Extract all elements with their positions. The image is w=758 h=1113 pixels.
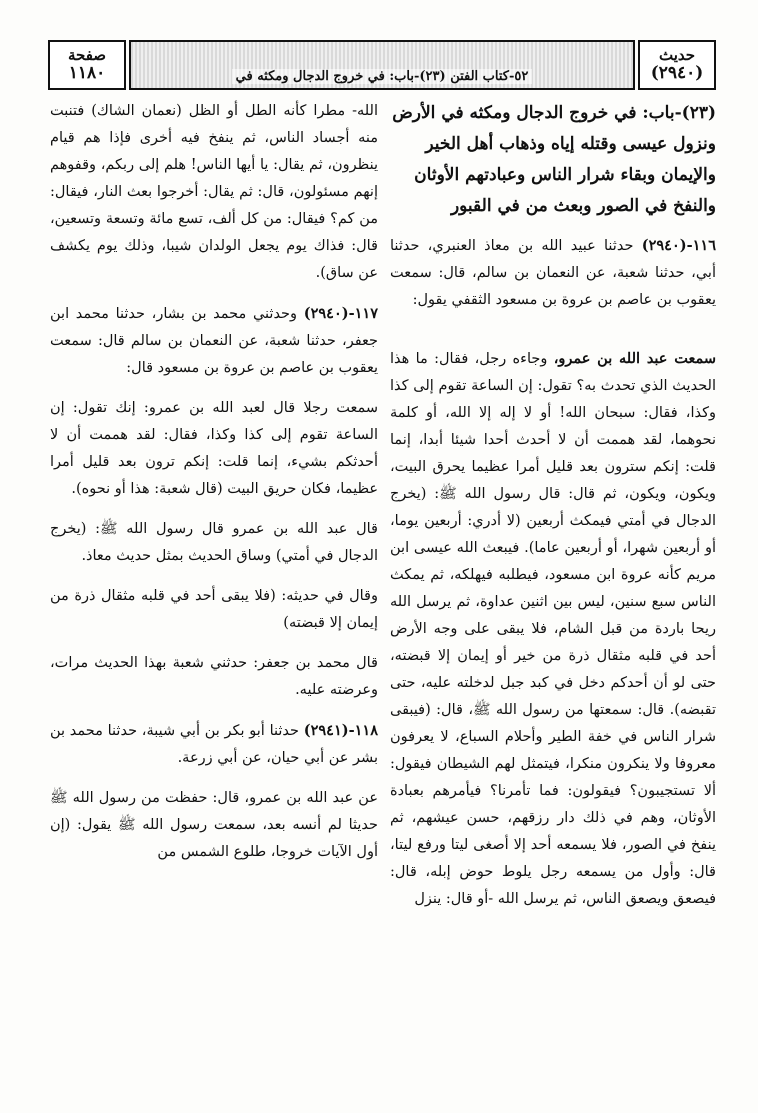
hadith-117-text: سمعت رجلا قال لعبد الله بن عمرو: إنك تقول: إن الساعة تقوم إلى كذا وكذا، فقال: لقد هممت أن لا أحدثكم بشيء، إنما قلت: إنكم ترون بعد قليل أمرا عظيما، فكان حريق البيت (قال شعبة: هذا أو نحوه). — [50, 400, 378, 497]
page-header — [48, 40, 716, 90]
hadith-117-isnad-paragraph — [50, 300, 378, 382]
hadith-118-isnad: حدثنا أبو بكر بن أبي شيبة، حدثنا محمد بن بشر عن أبي حيان، عن أبي زرعة. — [50, 723, 378, 766]
right-column — [390, 98, 716, 926]
hadith-117-text-3: وقال في حديثه: (فلا يبقى أحد في قلبه مثقال ذرة من إيمان إلا قبضته) — [50, 588, 378, 631]
hadith-116-lead: سمعت عبد الله بن عمرو، — [553, 350, 716, 367]
hadith-116-quote-2: (فيبقى شرار الناس في خفة الطير وأحلام السباع، لا يعرفون معروفا ولا ينكرون منكرا، فيتمثل لهم الشيطان فيقول: ألا تستجيبون؟ فيقولون: فما تأمرنا؟ فيأمرهم بعبادة الأوثان، وهم في ذلك دار رزقهم، حسن عيشهم، ثم ينفخ في الصور، فلا يسمعه أحد إلا أصغى ليتا ورفع ليتا، قال: وأول من يسمعه رجل يلوط حوض إبله، قال: فيصعق ويصعق الناس، ثم يرسل الله -أو قال: ينزل — [390, 702, 716, 907]
hadith-117-text-4: قال محمد بن جعفر: حدثني شعبة بهذا الحديث مرات، وعرضته عليه. — [50, 655, 378, 698]
hadith-number-box — [638, 40, 716, 90]
hadith-118-number: ١١٨-(٢٩٤١) — [303, 722, 378, 739]
hadith-117-isnad: وحدثني محمد بن بشار، حدثنا محمد ابن جعفر، حدثنا شعبة، عن النعمان بن سالم قال: سمعت يعقوب بن عاصم بن عروة بن مسعود قال: — [50, 306, 378, 376]
hadith-number: (٢٩٤٠) — [650, 62, 704, 83]
hadith-116-isnad-paragraph — [390, 232, 716, 314]
hadith-116-matn-paragraph — [390, 345, 716, 913]
spacer — [390, 327, 716, 345]
hadith-117-number: ١١٧-(٢٩٤٠) — [303, 305, 379, 322]
hadith-116-isnad: حدثنا عبيد الله بن معاذ العنبري، حدثنا أبي، حدثنا شعبة، عن النعمان بن سالم، قال: سمعت يعقوب بن عاصم بن عروة بن مسعود الثقفي يقول: — [390, 238, 716, 308]
chapter-heading: (٢٣)-باب: في خروج الدجال ومكثه في الأرض ونزول عيسى وقتله إياه وذهاب أهل الخير والإيمان وبقاء شرار الناس وعبادتهم الأوثان والنفخ في الصور وبعث من في القبور — [392, 103, 716, 216]
hadith-116-text-1: وجاءه رجل، فقال: ما هذا الحديث الذي تحدث به؟ تقول: إن الساعة تقوم إلى كذا وكذا، فقال: سبحان الله! أو لا إله إلا الله، أو كلمة نحوهما، لقد هممت أن لا أحدث أحدا شيئا أبدا، إنما قلت: إنكم سترون بعد قليل أمرا عظيما يحرق البيت، ويكون، ويكون، ثم قال: قال رسول الله ﷺ: — [390, 351, 717, 502]
hadith-116-quote-1: (يخرج الدجال في أمتي فيمكث أربعين (لا أدري: أربعين يوما، أو أربعين شهرا، أو أربعين عاما). فيبعث الله عيسى ابن مريم كأنه عروة ابن مسعود، فيطلبه فيهلكه، ثم يمكث الناس سبع سنين، ليس بين اثنين عداوة، ثم يرسل الله ريحا باردة من قبل الشام، فلا يبقى على وجه الأرض أحد في قلبه مثقال ذرة من خير أو إيمان إلا قبضته، حتى لو أن أحدكم دخل في كبد جبل لدخلته عليه، حتى تقبضه). — [390, 486, 716, 718]
left-column — [50, 98, 378, 879]
hadith-label: حديث — [658, 45, 696, 64]
running-title: ٥٢-كتاب الفتن (٢٣)-باب: في خروج الدجال ومكثه في — [232, 69, 533, 84]
hadith-117-text-2: قال عبد الله بن عمرو قال رسول الله ﷺ: (يخرج الدجال في أمتي) وساق الحديث بمثل حديث معاذ. — [50, 521, 378, 564]
hadith-118-isnad-paragraph — [50, 717, 378, 772]
hadith-116-number: ١١٦-(٢٩٤٠) — [641, 237, 716, 254]
page-number: ١١٨٠ — [68, 62, 106, 83]
continuation-text: الله- مطرا كأنه الطل أو الظل (نعمان الشاك) فتنبت منه أجساد الناس، ثم ينفخ فيه أخرى فإذا هم قيام ينظرون، ثم يقال: يا أيها الناس! هلم إلى ربكم، وقفوهم إنهم مسئولون، قال: ثم يقال: أخرجوا بعث النار، فيقال: من كم؟ فيقال: من كل ألف، تسع مائة وتسعة وتسعين، قال: فذاك يوم يجعل الولدان شيبا، وذلك يوم يكشف عن ساق). — [50, 103, 378, 281]
page-number-box — [48, 40, 126, 90]
running-title-band — [129, 40, 635, 90]
hadith-116-text-2: قال: سمعتها من رسول الله ﷺ، قال: — [436, 702, 665, 718]
hadith-118-text: عن عبد الله بن عمرو، قال: حفظت من رسول الله ﷺ حديثا لم أنسه بعد، سمعت رسول الله ﷺ يقول: (إن أول الآيات خروجا، طلوع الشمس من — [50, 790, 378, 860]
page-label: صفحة — [67, 45, 107, 64]
